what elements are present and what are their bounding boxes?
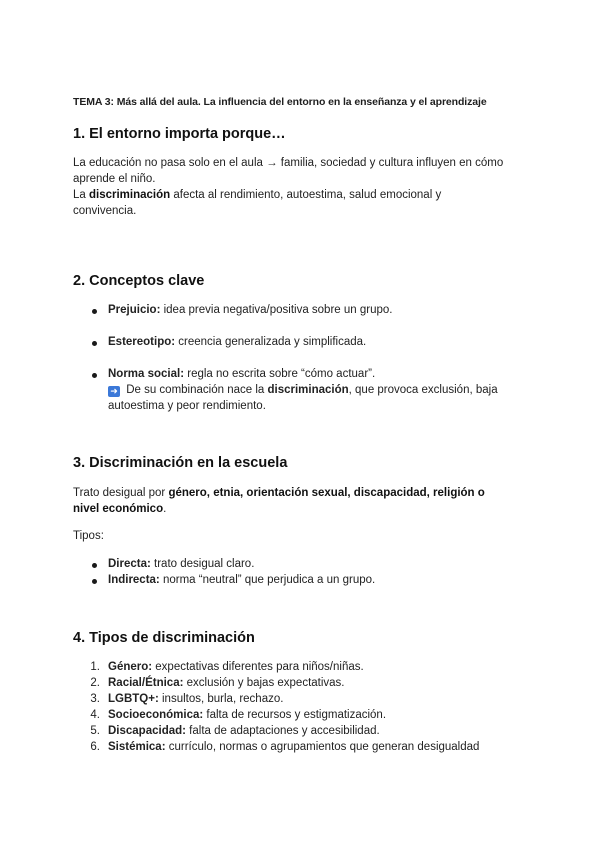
discrimination-type-item [108, 707, 386, 723]
text-run: expectativas diferentes para niños/niñas. [152, 661, 364, 673]
section-1-heading: 1. El entorno importa porque… [73, 126, 286, 142]
text-run: falta de adaptaciones y accesibilidad. [185, 725, 380, 737]
text-run: Trato desigual por [73, 487, 169, 499]
text-run: . [163, 503, 167, 515]
right-arrow-icon: ➜ [108, 386, 120, 397]
bullet-dot [92, 309, 97, 314]
discrimination-type-item [108, 723, 380, 739]
text-run: De su combinación nace la [123, 384, 268, 396]
list-number: 1. [90, 661, 100, 673]
paragraph-line: autoestima y peor rendimiento. [108, 400, 266, 412]
section-4-heading: 4. Tipos de discriminación [73, 630, 255, 646]
paragraph-line [73, 501, 543, 517]
discrimination-type-item [108, 659, 364, 675]
section-2-heading: 2. Conceptos clave [73, 273, 205, 289]
bold-term: Racial/Étnica: [108, 677, 184, 689]
concept-item-prejuicio [108, 302, 392, 318]
discrimination-type-item [108, 739, 479, 755]
text-run: La [73, 189, 89, 201]
bold-term: nivel económico [73, 503, 164, 515]
text-run: norma “neutral” que perjudica a un grupo. [159, 574, 376, 586]
discrimination-type-item [108, 675, 345, 691]
section-1-paragraph-2 [73, 187, 543, 219]
paragraph-line [108, 366, 548, 382]
document-title: TEMA 3: Más allá del aula. La influencia del entorno en la enseñanza y el aprendizaje [73, 96, 487, 108]
bold-term: Norma social: [108, 368, 185, 380]
list-number: 5. [90, 725, 100, 737]
list-number: 3. [90, 693, 100, 705]
text-run: , que provoca exclusión, baja [348, 384, 498, 396]
paragraph-line [73, 485, 543, 501]
concept-item-estereotipo [108, 334, 366, 350]
tipos-label: Tipos: [73, 530, 104, 542]
text-run: falta de recursos y estigmatización. [203, 709, 387, 721]
bullet-dot [92, 563, 97, 568]
text-run: regla no escrita sobre “cómo actuar”. [184, 368, 376, 380]
bullet-dot [92, 579, 97, 584]
bold-term: Estereotipo: [108, 336, 176, 348]
bold-term: discriminación [267, 384, 349, 396]
text-run: afecta al rendimiento, autoestima, salud emocional y [170, 189, 442, 201]
bold-term: género, etnia, orientación sexual, discapacidad, religión o [168, 487, 485, 499]
paragraph-line [73, 187, 543, 203]
text-run: insultos, burla, rechazo. [158, 693, 284, 705]
discrimination-type-item [108, 691, 283, 707]
paragraph-line: convivencia. [73, 205, 137, 217]
paragraph-line [108, 382, 548, 398]
list-number: 6. [90, 741, 100, 753]
paragraph-line: La educación no pasa solo en el aula → familia, sociedad y cultura influyen en cómo [73, 157, 504, 169]
bold-term: Directa: [108, 558, 151, 570]
bullet-dot [92, 341, 97, 346]
section-3-intro [73, 485, 543, 517]
bold-term: Género: [108, 661, 153, 673]
text-run: exclusión y bajas expectativas. [183, 677, 345, 689]
bold-term: Indirecta: [108, 574, 160, 586]
bold-term: Prejuicio: [108, 304, 161, 316]
bold-term: Socioeconómica: [108, 709, 204, 721]
bold-term: LGBTQ+: [108, 693, 159, 705]
list-number: 2. [90, 677, 100, 689]
section-3-heading: 3. Discriminación en la escuela [73, 455, 288, 471]
tipo-item-directa [108, 556, 254, 572]
text-run: trato desigual claro. [150, 558, 255, 570]
text-run: currículo, normas o agrupamientos que generan desigualdad [165, 741, 480, 753]
text-run: idea previa negativa/positiva sobre un grupo. [160, 304, 393, 316]
bullet-dot [92, 373, 97, 378]
bold-term: Sistémica: [108, 741, 166, 753]
concept-item-norma-social [108, 366, 548, 414]
text-run: creencia generalizada y simplificada. [175, 336, 367, 348]
paragraph-line: aprende el niño. [73, 173, 156, 185]
bold-term: Discapacidad: [108, 725, 186, 737]
bold-term: discriminación [89, 189, 171, 201]
section-1-paragraph-1 [73, 155, 543, 187]
tipo-item-indirecta [108, 572, 375, 588]
list-number: 4. [90, 709, 100, 721]
